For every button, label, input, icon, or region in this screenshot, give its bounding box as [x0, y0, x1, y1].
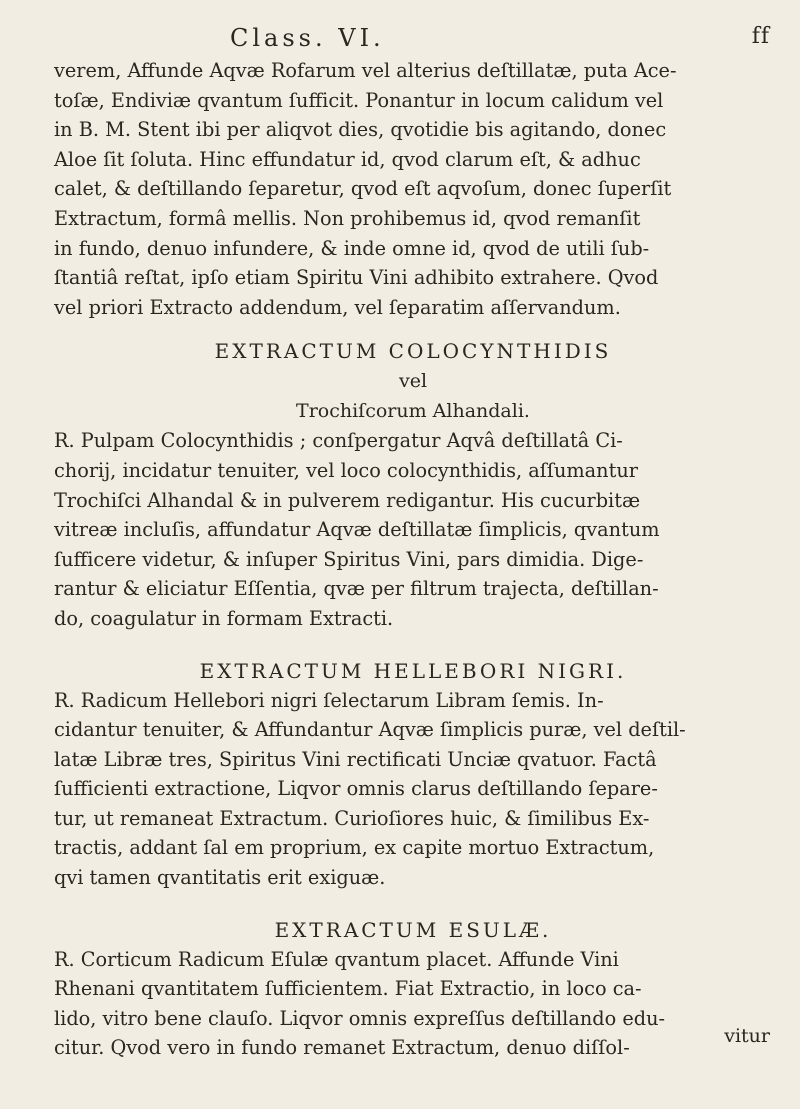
text-line: rantur & eliciatur Eſſentia, qvæ per filtrum trajecta, deſtillan-	[54, 577, 659, 601]
section-colocynthis	[54, 336, 772, 633]
running-head: Class. VI.	[230, 24, 385, 52]
text-line: R. Pulpam Colocynthidis ; conſpergatur Aqvâ deſtillatâ Ci-	[54, 429, 623, 453]
section-subheading: Trochiſcorum Alhandali.	[296, 400, 530, 423]
text-line: cidantur tenuiter, & Affundantur Aqvæ ſimplicis puræ, vel deſtil-	[54, 718, 686, 742]
intro-paragraph	[54, 56, 772, 322]
text-line: vitreæ incluſis, affundatur Aqvæ deſtillatæ ſimplicis, qvantum	[54, 518, 660, 542]
text-line: toſæ, Endiviæ qvantum ſufficit. Ponantur in locum calidum vel	[54, 88, 664, 112]
page-header	[54, 16, 772, 56]
text-line: tur, ut remaneat Extractum. Curioſiores huic, & ſimilibus Ex-	[54, 806, 650, 830]
page-number: ff	[751, 24, 770, 49]
text-line: latæ Libræ tres, Spiritus Vini rectificati Unciæ qvatuor. Factâ	[54, 747, 657, 771]
text-line: qvi tamen qvantitatis erit exiguæ.	[54, 866, 386, 890]
text-line: Trochiſci Alhandal & in pulverem redigantur. His cucurbitæ	[54, 488, 641, 512]
text-line: Aloe ſit ſoluta. Hinc effundatur id, qvod clarum eſt, & adhuc	[54, 147, 641, 171]
text-line: R. Corticum Radicum Eſulæ qvantum placet. Affunde Vini	[54, 947, 619, 971]
catchword: vitur	[724, 1025, 770, 1047]
text-line: in fundo, denuo infundere, & inde omne id, qvod de utili ſub-	[54, 236, 650, 260]
text-line: verem, Affunde Aqvæ Rofarum vel alterius deſtillatæ, puta Ace-	[54, 59, 677, 82]
text-line: R. Radicum Hellebori nigri ſelectarum Libram ſemis. In-	[54, 688, 604, 712]
text-line: vel priori Extracto addendum, vel ſeparatim aſſervandum.	[54, 295, 621, 319]
text-line: do, coagulatur in formam Extracti.	[54, 606, 394, 630]
text-line: citur. Qvod vero in fundo remanet Extractum, denuo diſſol-	[54, 1036, 630, 1060]
text-line: chorij, incidatur tenuiter, vel loco colocynthidis, aſſumantur	[54, 458, 638, 482]
section-esula	[54, 915, 772, 1063]
section-heading: EXTRACTUM COLOCYNTHIDIS	[214, 339, 612, 364]
text-line: in B. M. Stent ibi per aliqvot dies, qvotidie bis agitando, donec	[54, 118, 667, 142]
text-line: tractis, addant ſal em proprium, ex capite mortuo Extractum,	[54, 836, 655, 860]
section-heading: EXTRACTUM HELLEBORI NIGRI.	[199, 658, 627, 683]
text-line: ſufficienti extractione, Liqvor omnis clarus deſtillando ſepare-	[54, 777, 658, 801]
text-line: lido, vitro bene clauſo. Liqvor omnis expreſſus deſtillando edu-	[54, 1006, 666, 1030]
text-line: ſufficere videtur, & inſuper Spiritus Vini, pars dimidia. Dige-	[54, 547, 644, 571]
text-line: ſtantiâ reſtat, ipſo etiam Spiritu Vini adhibito extrahere. Qvod	[54, 266, 659, 290]
text-line: calet, & deſtillando ſeparetur, qvod eſt aqvoſum, donec ſuperſit	[54, 177, 672, 201]
section-heading-or: vel	[398, 370, 428, 393]
section-heading: EXTRACTUM ESULÆ.	[274, 917, 552, 942]
section-hellebore	[54, 656, 772, 893]
text-line: Extractum, formâ mellis. Non prohibemus id, qvod remanſit	[54, 206, 641, 230]
text-line: Rhenani qvantitatem ſufficientem. Fiat Extractio, in loco ca-	[54, 977, 642, 1001]
